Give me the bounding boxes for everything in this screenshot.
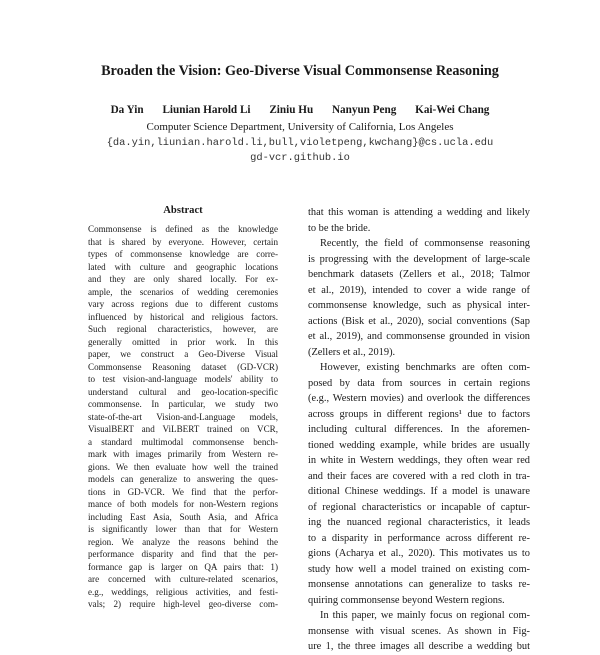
abstract-line: performance disparity and find that the per- [88,549,278,559]
body-line: posed by data from sources in certain regions [308,377,530,389]
body-line: (e.g., Western movies) and overlook the differences [308,393,530,404]
body-line: Recently, the field of commonsense reasoning [320,238,530,249]
author-name: Nanyun Peng [331,104,397,116]
body-line: of regional characteristics or incapable of captur- [308,501,530,513]
body-line: et al., 2019), intended to cover a wide range of [308,284,530,296]
abstract-line: ample, the scenarios of wedding ceremonies [88,286,278,297]
author-name: Kai-Wei Chang [415,104,490,116]
body-line: is progressing with the development of large-scale [308,253,530,265]
abstract-heading: Abstract [163,205,203,216]
abstract-line: understand cultural and geo-location-specific [88,386,278,397]
abstract-line: Commonsense is defined as the knowledge [88,224,278,234]
author-list [0,104,600,116]
abstract-line: e.g., weddings, religious activities, and festi- [88,586,278,597]
abstract-line: VisualBERT and ViLBERT trained on VCR, [88,424,278,434]
body-line: actions (Bisk et al., 2020), social conventions (Sap [308,315,530,327]
abstract-line: influenced by historical and religious factors. [88,311,278,322]
author-name: Ziniu Hu [269,104,314,116]
body-line: to a disparity in performance across different re- [308,532,530,544]
author-emails: {da.yin,liunian.harold.li,bull,violetpeng,kwchang}@cs.ucla.edu [106,137,494,149]
body-line: quiring commonsense beyond Western regions. [308,594,505,606]
abstract-line: gions. We then evaluate how well the trained [88,461,278,472]
body-line: et al., 2019), and commonsense grounded in vision [308,331,530,342]
body-line: However, existing benchmarks are often com- [320,362,530,373]
abstract-line: are concerned with culture-related scenarios, [88,574,278,584]
body-line: including cultural differences. In the aforemen- [308,424,530,435]
author-name: Da Yin [110,104,144,116]
abstract-line: models can generalize to answering the ques- [88,474,278,484]
abstract-line: a standard multimodal commonsense bench- [88,436,278,447]
abstract-line: state-of-the-art Vision-and-Language models, [88,411,278,422]
abstract-line: mark with images primarily from Western re- [88,449,278,459]
body-line: that this woman is attending a wedding and likely [308,207,530,218]
body-line: in white in Western weddings, they often wear red [308,455,530,466]
body-line: benchmark datasets (Zellers et al., 2018; Talmor [308,269,530,280]
body-line: In this paper, we mainly focus on regional com- [320,610,530,621]
abstract-line: generally omitted in prior work. In this [88,336,278,347]
abstract-line: lated with culture and geographic locations [88,261,278,272]
abstract-line: including East Asia, South Asia, and Africa [88,511,278,522]
body-line: ditional Chinese weddings. If a model is unaware [308,486,530,497]
project-website: gd-vcr.github.io [250,152,350,164]
paper-title: Broaden the Vision: Geo-Diverse Visual Commonsense Reasoning [101,63,499,79]
abstract-line: formance gap is larger on QA pairs that: 1) [88,561,278,572]
body-line: across groups in different regions¹ due to factors [308,408,530,420]
abstract-body [88,223,278,611]
abstract-line: commonsense. In particular, we study two [88,399,278,409]
abstract-line: is significantly lower than that for Western [88,524,278,534]
abstract-line: vary across regions due to different customs [88,299,278,309]
abstract-line: vals; 2) require high-level geo-diverse com- [88,599,278,609]
abstract-line: and they are only shared locally. For ex- [88,274,278,284]
abstract-line: Such regional characteristics, however, are [88,324,278,334]
body-line: and their faces are covered with a red cloth in tra- [308,470,530,482]
body-line: ure 1, the three images all describe a wedding but [308,641,530,652]
body-line: monsense annotations can generalize to tasks re- [308,579,530,590]
author-name: Liunian Harold Li [162,104,251,116]
abstract-line: that is shared by everyone. However, certain [88,236,278,247]
affiliation: Computer Science Department, University of California, Los Angeles [146,121,454,133]
abstract-line: to test vision-and-language models' ability to [88,374,278,384]
body-line: to be the bride. [308,222,371,234]
body-line: study how well a model trained on existing com- [308,563,530,575]
body-line: ing the nuanced regional characteristics, it leads [308,517,530,528]
body-line: gions (Acharya et al., 2020). This motivates us to [308,548,530,559]
introduction-column [308,205,530,655]
abstract-line: mance of both models for non-Western regions [88,499,278,509]
body-line: (Zellers et al., 2019). [308,346,396,358]
body-line: commonsense knowledge, such as physical inter- [308,300,530,311]
abstract-line: paper, we construct a Geo-Diverse Visual [88,349,278,359]
abstract-line: types of commonsense knowledge are corre- [88,249,278,259]
abstract-line: region. We analyze the reasons behind the [88,536,278,547]
abstract-line: Commonsense Reasoning dataset (GD-VCR) [88,361,278,372]
abstract-line: tions in GD-VCR. We find that the perfor- [88,486,278,497]
body-line: tioned wedding example, while brides are usually [308,439,530,451]
body-line: monsense with visual scenes. As shown in Fig- [308,625,530,637]
